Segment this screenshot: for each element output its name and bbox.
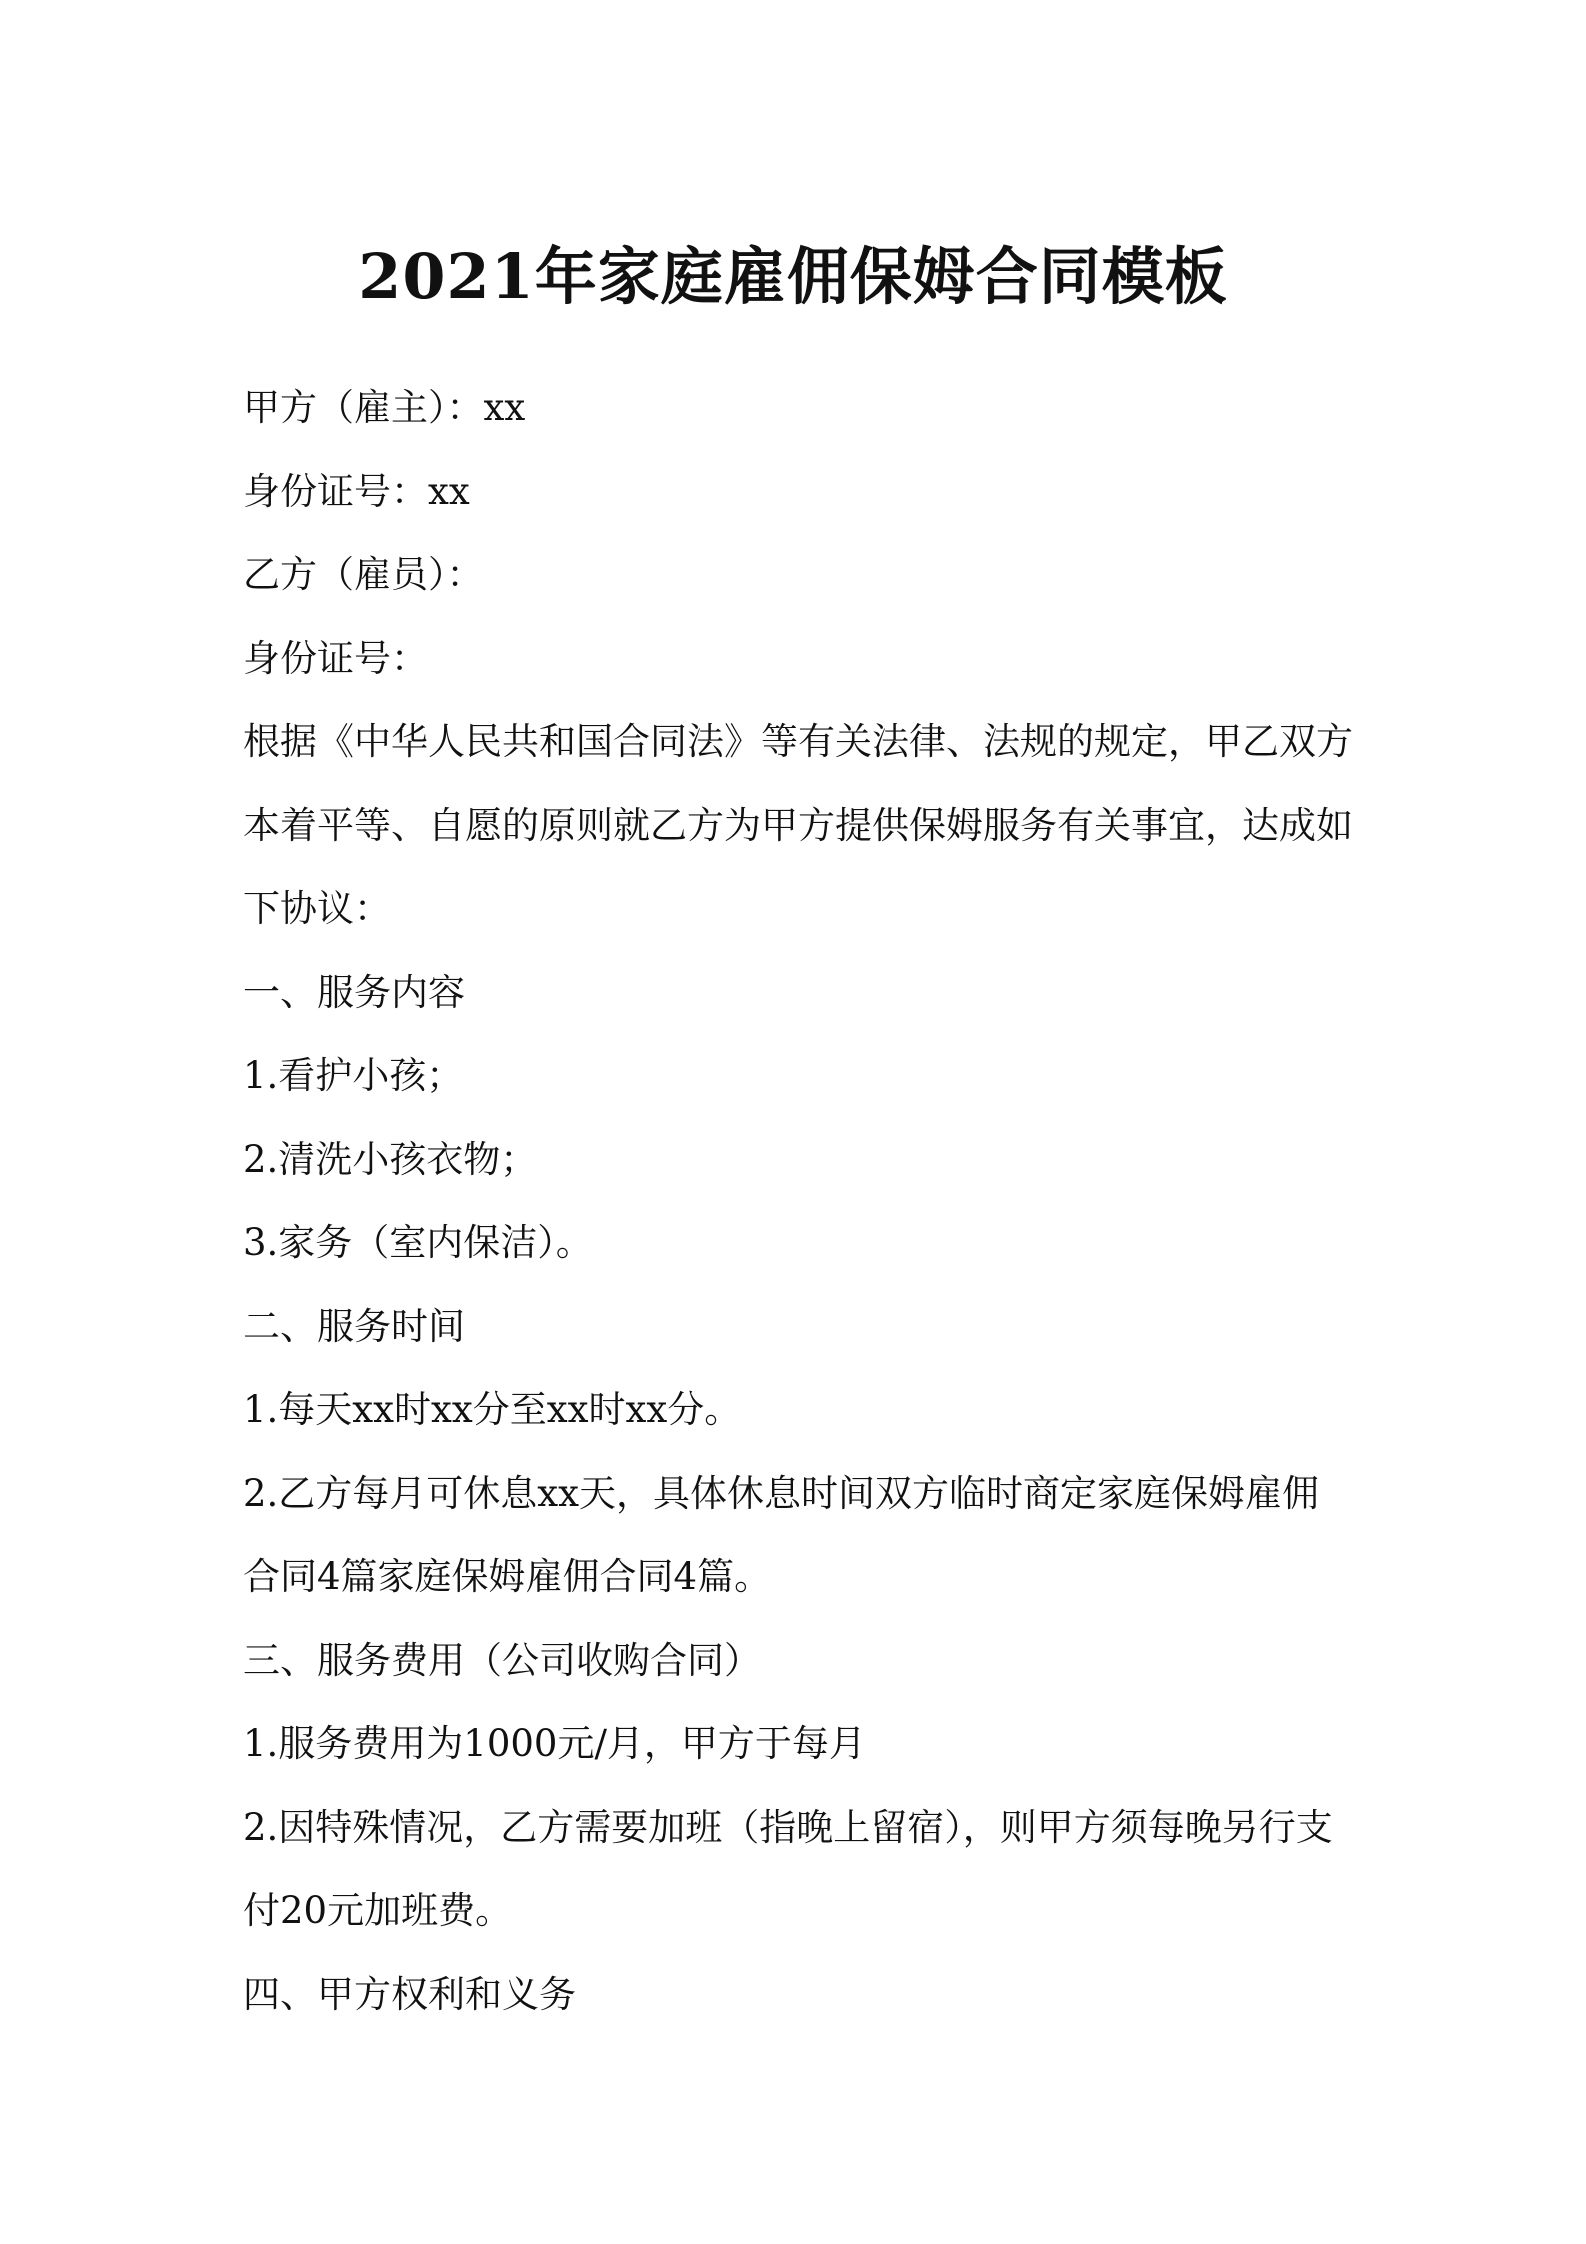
section-4-heading: 四、甲方权利和义务 — [243, 1972, 576, 2016]
section-1-item-1: 1.看护小孩； — [243, 1054, 464, 1097]
preamble-paragraph: 根据《中华人民共和国合同法》等有关法律、法规的规定，甲乙双方本着平等、自愿的原则就乙方为甲方提供保姆服务有关事宜，达成如下协议： — [243, 720, 1353, 930]
party-a-id-line: 身份证号：xx — [243, 469, 470, 513]
section-3-item-2: 2.因特殊情况，乙方需要加班（指晚上留宿），则甲方须每晚另行支付20元加班费。 — [243, 1805, 1333, 1932]
section-2-item-2: 2.乙方每月可休息xx天，具体休息时间双方临时商定家庭保姆雇佣合同4篇家庭保姆雇佣合同4篇。 — [243, 1471, 1320, 1598]
section-2-heading: 二、服务时间 — [243, 1304, 465, 1348]
section-1-item-2: 2.清洗小孩衣物； — [243, 1137, 538, 1181]
party-a-line: 甲方（雇主）：xx — [243, 386, 526, 429]
document-title: 2021年家庭雇佣保姆合同模板 — [358, 239, 1228, 313]
section-3-heading: 三、服务费用（公司收购合同） — [243, 1638, 761, 1682]
section-1-item-3: 3.家务（室内保洁）。 — [243, 1221, 593, 1264]
section-3-item-1: 1.服务费用为1000元/月，甲方于每月 — [243, 1722, 866, 1765]
party-b-line: 乙方（雇员）： — [243, 553, 484, 596]
party-b-id-line: 身份证号： — [243, 636, 428, 680]
section-1-heading: 一、服务内容 — [243, 970, 465, 1014]
section-2-item-1: 1.每天xx时xx分至xx时xx分。 — [243, 1388, 742, 1431]
document-body — [243, 366, 1353, 2036]
